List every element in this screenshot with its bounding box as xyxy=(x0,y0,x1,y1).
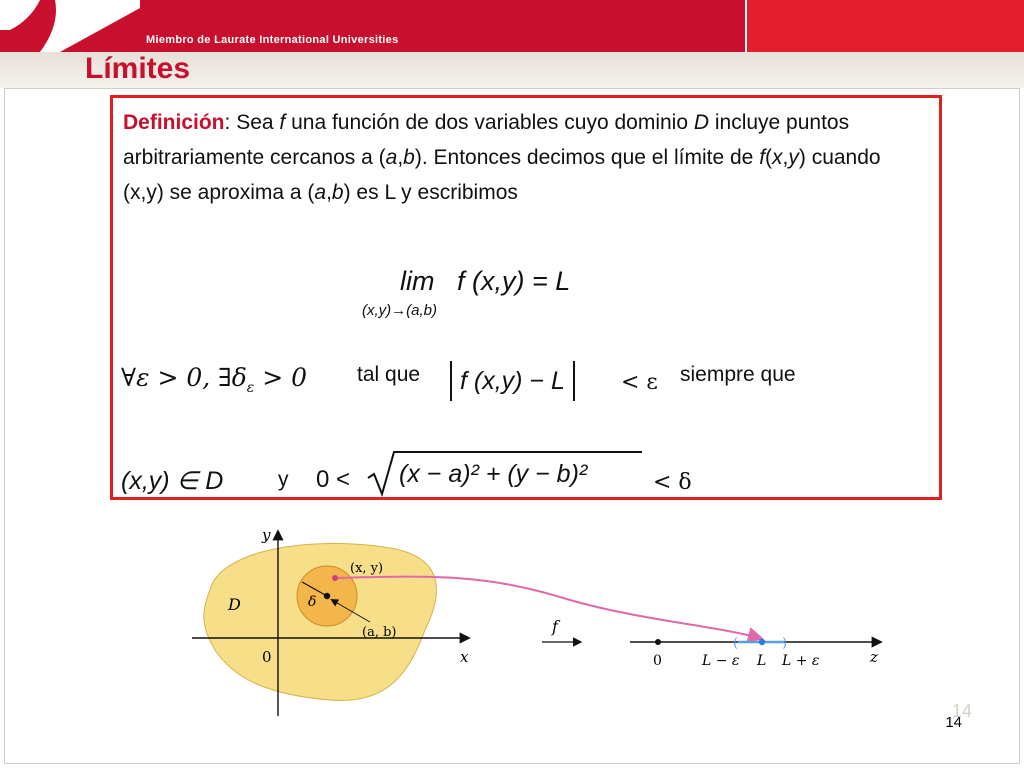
z-axis-label: z xyxy=(870,648,878,666)
def-b: b xyxy=(403,146,415,169)
limit-figure xyxy=(190,520,890,720)
gt-zero: > 0 xyxy=(254,363,308,392)
zero-less-than: 0 < xyxy=(316,466,351,493)
definition-text xyxy=(123,105,923,210)
center-point xyxy=(324,593,330,599)
lt-epsilon: < ε xyxy=(621,370,658,395)
interval-right-paren: ) xyxy=(782,636,788,651)
def-t1: Sea xyxy=(230,111,280,134)
lim-subscript: (x,y)→(a,b) xyxy=(362,302,437,319)
region-label: D xyxy=(228,595,241,614)
university-logo xyxy=(0,0,140,52)
abs-expression xyxy=(450,361,575,401)
interval-left-paren: ( xyxy=(733,636,739,651)
L-label: L xyxy=(757,653,767,669)
def-t3: incluye puntos arbitrariamente cercanos a ( xyxy=(123,111,850,169)
L-point xyxy=(759,639,765,645)
affiliation-text: Miembro de Laurate International Universities xyxy=(146,34,399,46)
lt-delta: < δ xyxy=(653,470,692,495)
x-axis-label: x xyxy=(460,648,469,666)
slide-title: Límites xyxy=(85,52,191,85)
lim-expression: f (x,y) = L xyxy=(456,266,571,296)
map-label: f xyxy=(552,617,558,636)
siempre-que-text: siempre que xyxy=(680,363,796,386)
point-xy-label: (x, y) xyxy=(350,561,384,576)
def-t2: una función de dos variables cuyo dominio xyxy=(285,111,694,134)
banner-accent xyxy=(745,0,1024,52)
header-banner xyxy=(0,0,1024,52)
abs-inner: f (x,y) − L xyxy=(460,367,565,395)
def-comma2: , xyxy=(782,146,789,169)
def-t4: ). Entonces decimos que el límite de xyxy=(414,146,760,169)
y-axis-label: y xyxy=(262,526,271,544)
def-a: a xyxy=(385,146,398,169)
limit-formula xyxy=(400,266,570,297)
def-x: x xyxy=(772,146,783,169)
L-plus-label: L + ε xyxy=(782,653,820,669)
def-D: D xyxy=(693,111,710,134)
def-t6: ) cuando (x,y) se aproxima a ( xyxy=(123,146,881,204)
quantifier-text: ∀ε > 0, ∃δ xyxy=(121,363,247,392)
epsilon-delta-quantifiers xyxy=(121,363,307,396)
origin-label: 0 xyxy=(262,648,272,666)
page-number-watermark: 14 xyxy=(951,701,972,721)
def-f2: f xyxy=(759,146,766,169)
L-minus-label: L − ε xyxy=(702,653,740,669)
def-a2: a xyxy=(314,181,327,204)
definition-label: Definición xyxy=(123,111,225,134)
def-comma: , xyxy=(397,146,404,169)
delta-label: δ xyxy=(308,594,317,610)
definition-colon: : xyxy=(224,111,231,134)
z-origin-label: 0 xyxy=(653,653,662,669)
tal-que-text: tal que xyxy=(357,363,421,386)
def-b2: b xyxy=(331,181,344,204)
page-number: 14 xyxy=(945,714,962,731)
lim-word: lim xyxy=(400,266,435,296)
def-comma3: , xyxy=(326,181,332,204)
z-origin-point xyxy=(655,639,661,645)
sqrt-radicand: (x − a)² + (y − b)² xyxy=(399,460,588,488)
def-t5: ( xyxy=(765,146,773,169)
def-t7: ) es L y escribimos xyxy=(343,181,518,204)
delta-subscript: ε xyxy=(246,380,255,396)
y-conjunction: y xyxy=(278,468,289,491)
definition-box xyxy=(110,95,942,500)
point-ab-label: (a, b) xyxy=(362,625,397,640)
xy-point xyxy=(332,575,338,581)
in-domain-expression: (x,y) ∈ D xyxy=(121,467,224,495)
def-f: f xyxy=(279,111,286,134)
def-y: y xyxy=(788,146,799,169)
